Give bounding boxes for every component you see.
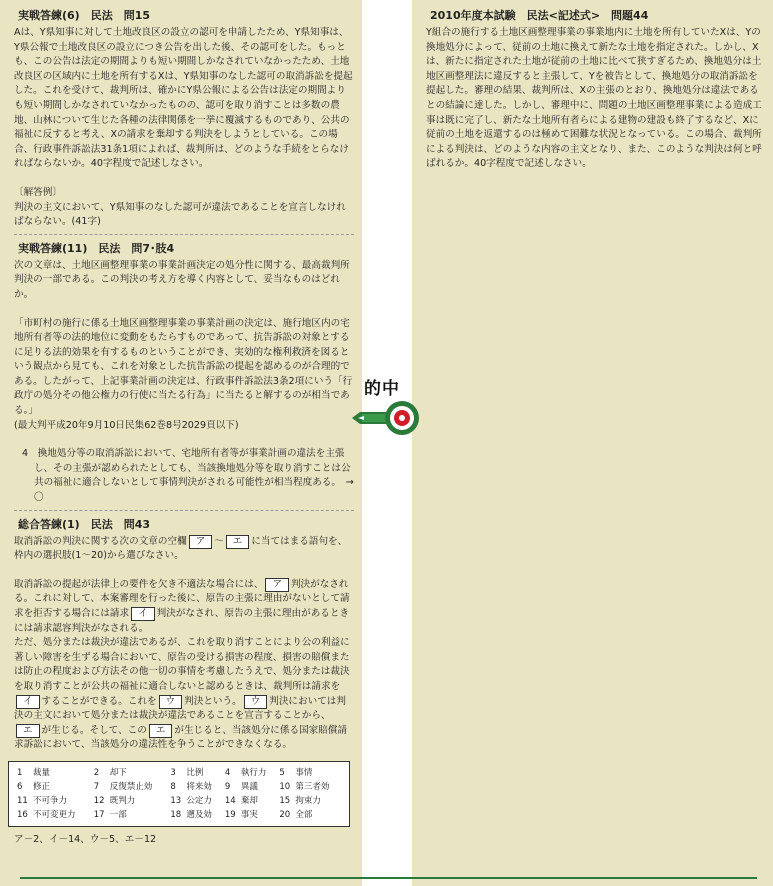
- choice-number: 10: [279, 781, 291, 792]
- choice-term: 比例: [186, 767, 204, 778]
- choice-term: 棄却: [240, 795, 258, 806]
- choices-table: [15, 766, 343, 822]
- choice-number: 12: [93, 795, 105, 806]
- choice-number: 6: [17, 781, 23, 792]
- choice-term: 反復禁止効: [109, 781, 153, 792]
- choice-term: 既判力: [109, 795, 136, 806]
- blank-u: ウ: [244, 695, 268, 709]
- q3-paragraph-1: 取消訴訟の提起が法律上の要件を欠き不適法な場合には、 ア 判決がなされる。これに対して、本案審理を行った後に、原告の主張に理由がないとして請求を拒否する場合には請求 イ 判決がなされ、原告の主張に理由があるときには請求認容判決がなされる。: [14, 578, 350, 634]
- choices-row: [15, 794, 343, 808]
- choice-term: 執行力: [240, 767, 267, 778]
- q2-heading: 実戦答練(11) 民法 問7･肢4: [18, 241, 175, 255]
- choice-number: 18: [170, 809, 182, 820]
- choice-term: 事実: [240, 809, 258, 820]
- choice-number: 16: [17, 809, 28, 820]
- choice-term: 将来効: [186, 781, 212, 792]
- choice-term: 全部: [295, 809, 313, 820]
- blank-a: ア: [265, 578, 289, 592]
- choice-number: 15: [279, 795, 291, 806]
- choice-number: 1: [17, 767, 23, 778]
- choice-number: 11: [17, 795, 28, 806]
- hit-stamp-label: 的中: [364, 379, 400, 399]
- choice-number: 3: [170, 767, 176, 778]
- blank-e: エ: [149, 724, 173, 738]
- blank-a: ア: [189, 535, 213, 549]
- choice-term: 裁量: [33, 767, 51, 778]
- hit-stamp: [350, 374, 424, 440]
- blank-e: エ: [226, 535, 250, 549]
- choice-term: 公定力: [186, 795, 212, 806]
- right-column: [412, 0, 773, 886]
- choice-number: 20: [279, 809, 291, 820]
- blank-i: イ: [131, 607, 155, 621]
- q1-example-label: 〔解答例〕: [14, 186, 62, 198]
- target-icon: [350, 374, 424, 440]
- blank-e: エ: [16, 724, 40, 738]
- choices-row: [15, 780, 343, 794]
- q2-intro: 次の文章は、土地区画整理事業の事業計画決定の処分性に関する、最高裁判所判決の一部である。この判決の考え方を導く内容として、妥当なものはどれか。: [14, 259, 350, 300]
- choice-number: 5: [279, 767, 285, 778]
- choice-term: 却下: [109, 767, 127, 778]
- choice-number: 8: [170, 781, 176, 792]
- choice-term: 不可変更力: [33, 809, 76, 820]
- choice-term: 事情: [295, 767, 313, 778]
- choice-number: 4: [224, 767, 231, 778]
- choice-term: 遡及効: [186, 809, 212, 820]
- blank-u: ウ: [159, 695, 183, 709]
- q1-body: Aは、Y県知事に対して土地改良区の設立の認可を申請したため、Y県知事は、Y県公報で土地改良区の設立につき公告を出した後、その認可をした。もっとも、この公告は法定の期間よりも短い期間しかなされていなかったため、土地改良区の区域内に土地を所有するXは、Y県知事のなした認可の取消訴訟を提起した。これを受けて、裁判所は、確かにY県公報による公告は法定の期間よりも短い期間しかなされていなかったものの、認可を取り消すことは多数の農地、山林について生じた各種の法律関係を一挙に覆滅するものであり、公共の福祉に反すると考え、Xの請求を棄却する判決をしようとしている。この場合、行政事件訴訟法31条1項によれば、裁判所は、どのような手続をとらなければならないか。40字程度で記述しなさい。: [14, 27, 353, 170]
- blank-i: イ: [16, 695, 40, 709]
- q3-paragraph-2: ただ、処分または裁決が違法であるが、これを取り消すことにより公の利益に著しい障害を生ずる場合において、原告の受ける損害の程度、損害の賠償または防止の程度および方法その他一切の事情を考慮したうえで、処分または裁決を取り消すことが公共の福祉に適合しないと認めるときは、裁判所は請求をイ することができる。これを ウ 判決という。 ウ 判決においては判決の主文において処分または裁決が違法であることを宣言することから、エ が生じる。そして、この エ が生じると、当該処分に係る国家賠償請求訴訟において、当該処分の違法性を争うことができなくなる。: [14, 637, 350, 751]
- divider: [14, 510, 354, 511]
- choices-row: [15, 808, 343, 822]
- choice-number: 9: [224, 781, 231, 792]
- choice-term: 第三者効: [295, 781, 330, 792]
- exam-body: Y組合の施行する土地区画整理事業の事業地内に土地を所有していたXは、Yの換地処分によって、従前の土地に換えて新たな土地を指定された。しかし、Xは、新たに指定された土地が従前の土地に比べて狭すぎるため、換地処分は土地区画整理法に違反すると主張して、Yを被告として、換地処分の取消訴訟を提起した。審理の結果、裁判所は、Xの主張のとおり、換地処分は違法であるとの結論に達した。しかし、審理中に、問題の土地区画整理事業による造成工事は既に完了し、新たな土地所有者らによる建物の建設も終了するなど、Xに従前の土地を返還するのは極めて困難な状況となっている。この場合、裁判所による判決は、どのような内容の主文となり、また、このような判決は何と呼ばれるか。40字程度で記述しなさい。: [426, 27, 762, 170]
- choice-term: 異議: [240, 781, 258, 792]
- choice-term: 一部: [109, 809, 127, 820]
- choice-term: 拘束力: [295, 795, 321, 806]
- left-column: [0, 0, 362, 886]
- exam-heading: 2010年度本試験 民法<記述式> 問題44: [430, 9, 649, 22]
- q2-option-4: 4 換地処分等の取消訴訟において、宅地所有者等が事業計画の違法を主張し、その主張が認められたとしても、当該換地処分等を取り消すことは公共の福祉に適合しないとして事情判決がされる可能性が相当程度ある。 → 〇: [22, 448, 364, 504]
- q3-intro: 取消訴訟の判決に関する次の文章の空欄 ア 〜 エ に当てはまる語句を、枠内の選択肢(1〜20)から選びなさい。: [14, 535, 348, 562]
- q3-heading: 総合答練(1) 民法 問43: [18, 517, 151, 531]
- divider: [14, 234, 354, 235]
- q2-quote: 「市町村の施行に係る土地区画整理事業の事業計画の決定は、施行地区内の宅地所有者等の法的地位に変動をもたらすものであって、抗告訴訟の対象とするに足りる法的効果を有するものということができ、実効的な権利救済を図るという観点から見ても、これを対象とした抗告訴訟の提起を認めるのが合理的である。したがって、上記事業計画の決定は、行政事件訴訟法3条2項にいう「行政庁の処分その他公権力の行使に当たる行為」に当たると解するのが相当である。」: [14, 317, 353, 417]
- choice-number: 13: [170, 795, 182, 806]
- choice-term: 不可争力: [33, 795, 68, 806]
- choice-number: 19: [224, 809, 236, 820]
- choice-term: 修正: [33, 781, 51, 792]
- q1-example: 判決の主文において、Y県知事のなした認可が違法であることを宣言しなければならない。(41字): [14, 201, 346, 228]
- choice-number: 7: [93, 781, 100, 792]
- choice-number: 2: [93, 767, 100, 778]
- q1-heading: 実戦答練(6) 民法 問15: [18, 9, 151, 22]
- choice-number: 17: [93, 809, 105, 820]
- choices-row: [15, 766, 343, 780]
- bottom-rule: [20, 877, 757, 879]
- choices-box: [8, 761, 350, 827]
- q3-answer: ア－2、イ－14、ウ－5、エ－12: [14, 833, 157, 845]
- choice-number: 14: [224, 795, 236, 806]
- q2-citation: (最大判平成20年9月10日民集62巻8号2029頁以下): [14, 419, 239, 431]
